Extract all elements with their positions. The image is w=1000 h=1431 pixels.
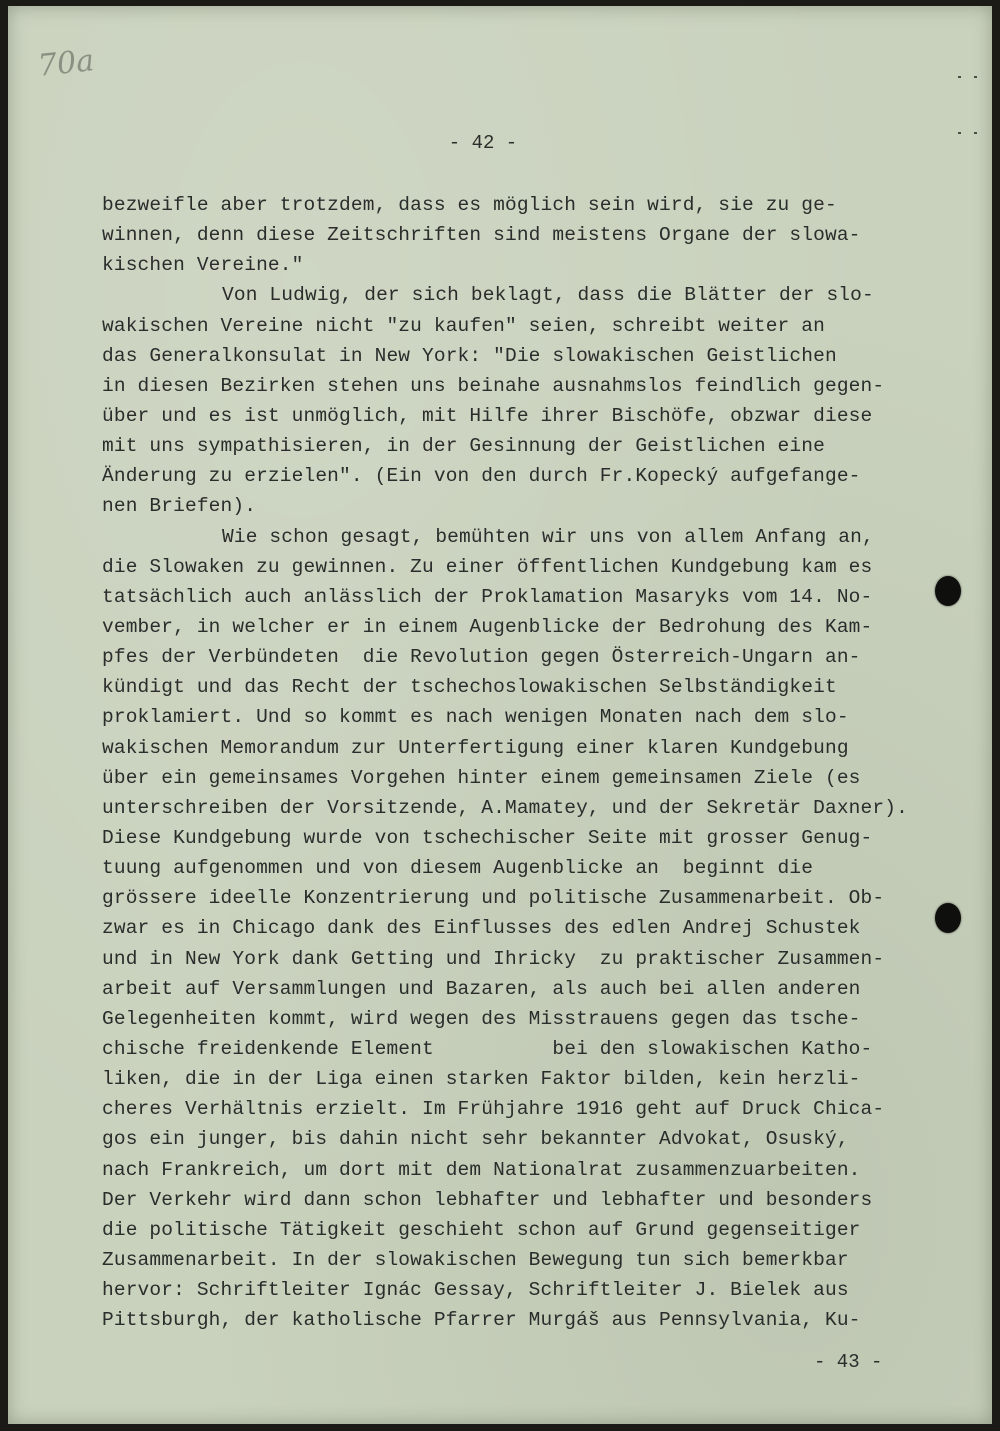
document-page: [8, 6, 992, 1424]
text-line-34: Der Verkehr wird dann schon lebhafter und lebhafter und besonders: [102, 1188, 873, 1211]
text-line-2: winnen, denn diese Zeitschriften sind meistens Organe der slowa-: [102, 224, 861, 247]
text-line-36: Zusammenarbeit. In der slowakischen Bewegung tun sich bemerkbar: [102, 1248, 849, 1271]
text-line-3: kischen Vereine.": [102, 254, 304, 277]
paper-speck: [958, 132, 961, 134]
paper-speck: [958, 76, 961, 78]
text-line-10: Änderung zu erzielen". (Ein von den durch Fr.Kopecký aufgefange-: [102, 465, 861, 488]
text-line-8: über und es ist unmöglich, mit Hilfe ihrer Bischöfe, obzwar diese: [102, 404, 873, 427]
punch-hole-bottom: [935, 903, 961, 933]
text-line-11: nen Briefen).: [102, 495, 257, 518]
text-line-21: unterschreiben der Vorsitzende, A.Mamatey, und der Sekretär Daxner).: [102, 796, 908, 819]
page-number: - 42 -: [448, 132, 518, 154]
paper-speck: [974, 76, 977, 78]
text-line-5: wakischen Vereine nicht "zu kaufen" seien, schreibt weiter an: [102, 314, 825, 337]
continuation-page-marker: - 43 -: [814, 1351, 883, 1373]
text-line-7: in diesen Bezirken stehen uns beinahe ausnahmslos feindlich gegen-: [102, 374, 885, 397]
typewritten-text-block: [102, 190, 912, 1335]
text-line-30: liken, die in der Liga einen starken Faktor bilden, kein herzli-: [102, 1068, 861, 1091]
text-line-29: chische freidenkende Element bei den slowakischen Katho-: [102, 1037, 873, 1060]
text-line-33: nach Frankreich, um dort mit dem Nationalrat zusammenzuarbeiten.: [102, 1158, 861, 1181]
punch-hole-top: [935, 576, 961, 606]
text-line-4: Von Ludwig, der sich beklagt, dass die Blätter der slo-: [222, 284, 874, 307]
text-line-17: kündigt und das Recht der tschechoslowakischen Selbständigkeit: [102, 676, 837, 699]
text-line-6: das Generalkonsulat in New York: "Die slowakischen Geistlichen: [102, 344, 837, 367]
text-line-35: die politische Tätigkeit geschieht schon auf Grund gegenseitiger: [102, 1218, 861, 1241]
text-line-22: Diese Kundgebung wurde von tschechischer Seite mit grosser Genug-: [102, 826, 873, 849]
text-line-12: Wie schon gesagt, bemühten wir uns von allem Anfang an,: [222, 525, 874, 548]
text-line-37: hervor: Schriftleiter Ignác Gessay, Schriftleiter J. Bielek aus: [102, 1279, 849, 1302]
text-line-32: gos ein junger, bis dahin nicht sehr bekannter Advokat, Osuský,: [102, 1128, 849, 1151]
text-line-1: bezweifle aber trotzdem, dass es möglich sein wird, sie zu ge-: [102, 194, 837, 216]
text-line-27: arbeit auf Versammlungen und Bazaren, als auch bei allen anderen: [102, 977, 861, 1000]
text-line-28: Gelegenheiten kommt, wird wegen des Misstrauens gegen das tsche-: [102, 1007, 861, 1030]
text-line-20: über ein gemeinsames Vorgehen hinter einem gemeinsamen Ziele (es: [102, 766, 861, 789]
text-line-38: Pittsburgh, der katholische Pfarrer Murgáš aus Pennsylvania, Ku-: [102, 1309, 861, 1332]
text-line-25: zwar es in Chicago dank des Einflusses des edlen Andrej Schustek: [102, 917, 861, 940]
text-line-15: vember, in welcher er in einem Augenblicke der Bedrohung des Kam-: [102, 615, 873, 638]
text-line-9: mit uns sympathisieren, in der Gesinnung der Geistlichen eine: [102, 435, 825, 458]
text-line-16: pfes der Verbündeten die Revolution gegen Österreich-Ungarn an-: [102, 646, 861, 669]
text-line-14: tatsächlich auch anlässlich der Proklamation Masaryks vom 14. No-: [102, 585, 873, 608]
text-line-24: grössere ideelle Konzentrierung und politische Zusammenarbeit. Ob-: [102, 887, 885, 910]
text-line-19: wakischen Memorandum zur Unterfertigung einer klaren Kundgebung: [102, 736, 849, 759]
archive-folio-mark: 70a: [36, 43, 96, 84]
text-line-31: cheres Verhältnis erzielt. Im Frühjahre 1916 geht auf Druck Chica-: [102, 1098, 885, 1121]
text-line-13: die Slowaken zu gewinnen. Zu einer öffentlichen Kundgebung kam es: [102, 555, 873, 578]
text-line-18: proklamiert. Und so kommt es nach wenigen Monaten nach dem slo-: [102, 706, 849, 729]
text-line-26: und in New York dank Getting und Ihricky zu praktischer Zusammen-: [102, 947, 885, 970]
paper-speck: [974, 132, 977, 134]
text-line-23: tuung aufgenommen und von diesem Augenblicke an beginnt die: [102, 857, 814, 880]
